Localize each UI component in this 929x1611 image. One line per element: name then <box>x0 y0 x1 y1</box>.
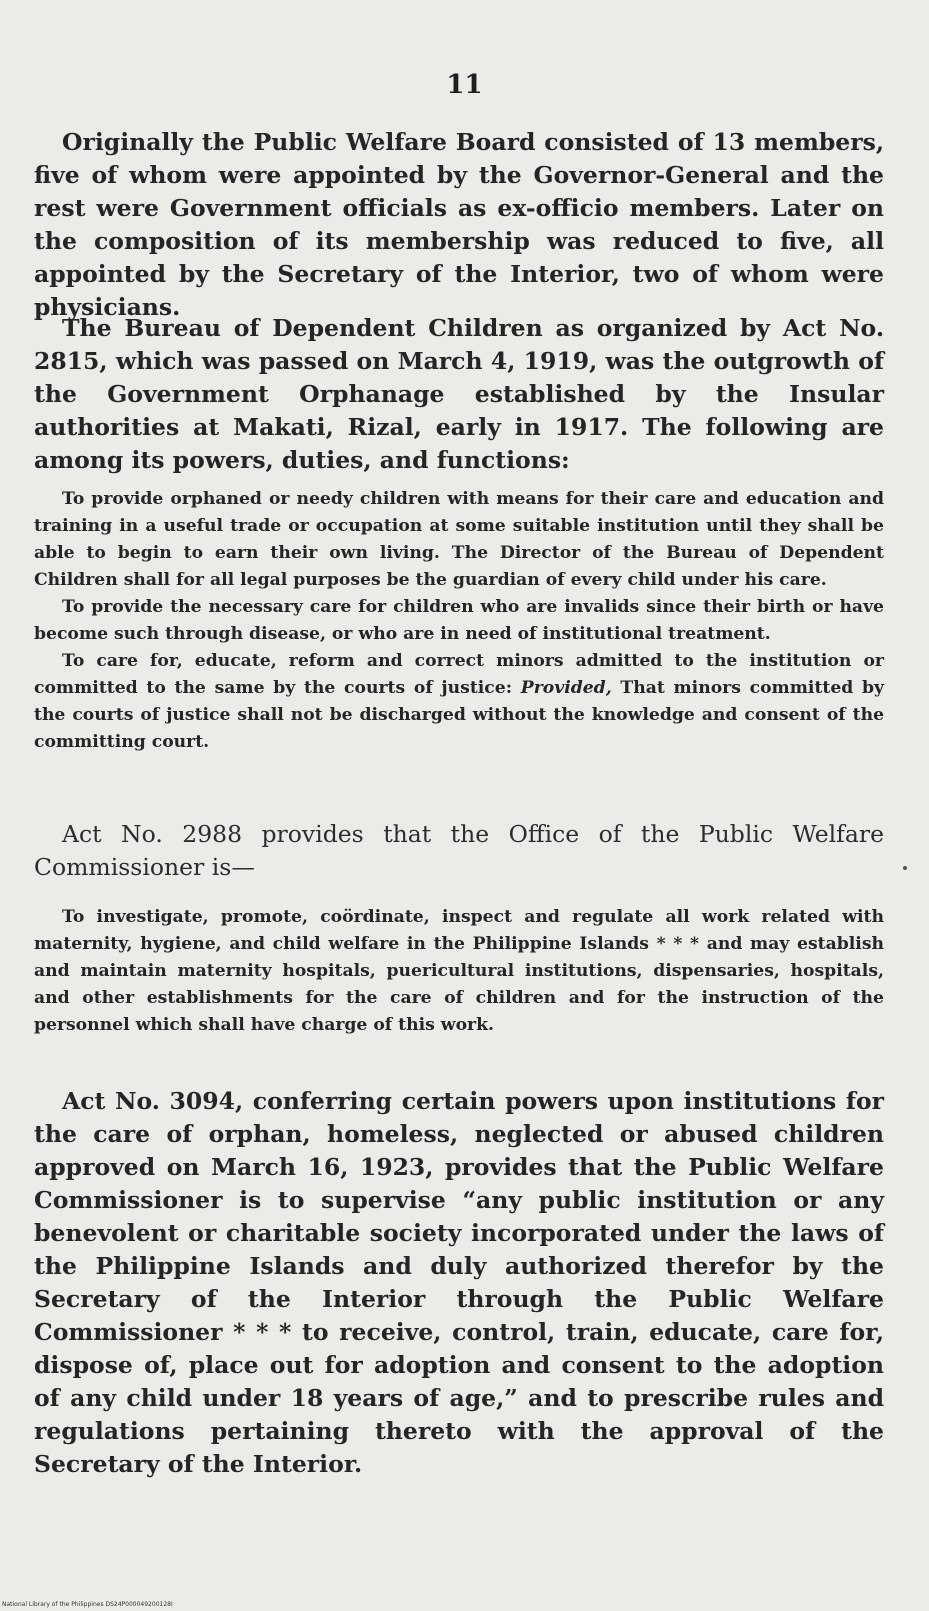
quote-block-commissioner <box>34 904 884 1039</box>
paragraph-act-3094 <box>34 1085 884 1481</box>
paragraph-text: Originally the Public Welfare Board consisted of 13 members, five of whom were appointed by the Governor-General and the rest were Government officials as ex-officio members. Later on the composition of its membership was reduced to five, all appointed by the Secretary of the Interior, two of whom were physicians. <box>34 128 884 321</box>
page-number: 11 <box>446 70 483 100</box>
quote-italic-provided: Provided, <box>520 678 612 698</box>
quote-item-4: To investigate, promote, coördinate, inspect and regulate all work related with maternity, hygiene, and child welfare in the Philippine Islands * * * and may establish and maintain maternity hospitals, puericultural institutions, dispensaries, hospitals, and other establishments for the care of children and for the instruction of the personnel which shall have charge of this work. <box>34 907 884 1035</box>
quote-item-3 <box>34 648 884 756</box>
quote-block-powers <box>34 486 884 756</box>
scan-speck <box>903 866 907 870</box>
paragraph-bureau-dependent-children <box>34 312 884 477</box>
scan-footer: National Library of the Philippines DS24P000049200128I <box>2 1601 173 1608</box>
quote-item-2: To provide the necessary care for children who are invalids since their birth or have become such through disease, or who are in need of institutional treatment. <box>34 597 884 644</box>
paragraph-public-welfare-board <box>34 126 884 324</box>
quote-item-1: To provide orphaned or needy children with means for their care and education and training in a useful trade or occupation at some suitable institution until they shall be able to begin to earn their own living. The Director of the Bureau of Dependent Children shall for all legal purposes be the guardian of every child under his care. <box>34 489 884 590</box>
paragraph-text: The Bureau of Dependent Children as organized by Act No. 2815, which was passed on March 4, 1919, was the outgrowth of the Government Orphanage established by the Insular authorities at Makati, Rizal, early in 1917. The following are among its powers, duties, and functions: <box>34 314 884 474</box>
paragraph-text: Act No. 3094, conferring certain powers upon institutions for the care of orphan, homeless, neglected or abused children approved on March 16, 1923, provides that the Public Welfare Commissioner is to supervise “any public institution or any benevolent or charitable society incorporated under the laws of the Philippine Islands and duly authorized therefor by the Secretary of the Interior through the Public Welfare Commissioner * * * to receive, control, train, educate, care for, dispose of, place out for adoption and consent to the adoption of any child under 18 years of age,” and to prescribe rules and regulations pertaining thereto with the approval of the Secretary of the Interior. <box>34 1087 884 1478</box>
quote-text: To care for, educate, reform and correct minors admitted to the institution or committed to the same by the courts of justice: <box>34 651 884 698</box>
paragraph-text: Act No. 2988 provides that the Office of the Public Welfare Commissioner is— <box>34 820 884 881</box>
quote-text: That minors committed by the courts of justice shall not be discharged without the knowledge and consent of the committing court. <box>34 678 884 752</box>
paragraph-act-2988 <box>34 818 884 884</box>
